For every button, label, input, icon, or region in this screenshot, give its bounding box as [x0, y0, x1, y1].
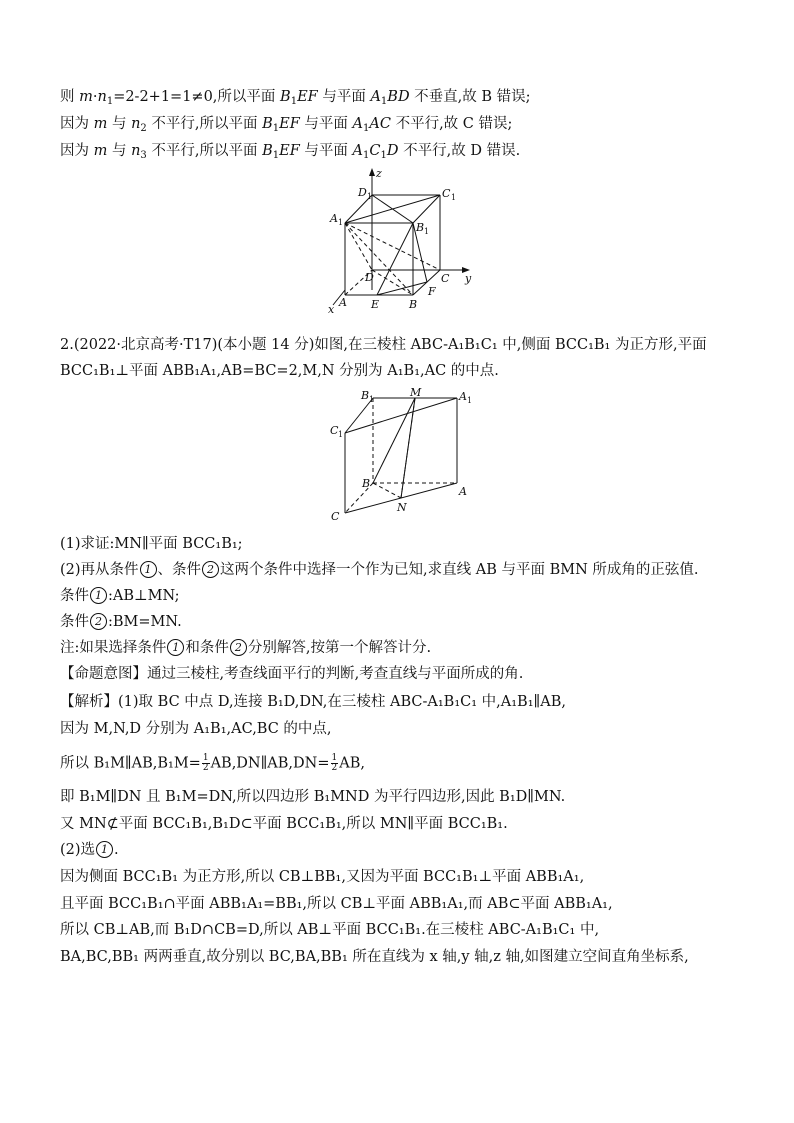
text: 即 B₁M∥DN 且 B₁M=DN,所以四边形 B₁MND 为平行四边形,因此 B₁D∥MN. [60, 789, 566, 805]
label-c: C [441, 272, 450, 285]
text: 所以 CB⊥AB,而 B₁D∩CB=D,所以 AB⊥平面 BCC₁B₁.在三棱柱 ABC-A₁B₁C₁ 中, [60, 922, 600, 938]
question-2-line-2 [60, 362, 499, 380]
circled-number: 2 [90, 613, 107, 630]
solution-2 [60, 720, 332, 738]
circled-number: 1 [96, 841, 113, 858]
solution-4 [60, 788, 565, 806]
fraction-half [202, 754, 210, 773]
numerator: 1 [331, 753, 338, 763]
text: A [370, 89, 381, 105]
solution-5 [60, 815, 508, 833]
question-2-line-1 [60, 336, 707, 354]
label-a1-sub: 1 [467, 396, 473, 405]
text: 分别解答,按第一个解答计分. [247, 640, 432, 656]
text: 因为 [60, 143, 94, 159]
text: 因为 M,N,D 分别为 A₁B₁,AC,BC 的中点, [60, 721, 332, 737]
text: . [114, 842, 119, 858]
text: A [352, 143, 364, 159]
text: 注:如果选择条件 [60, 640, 167, 656]
text: BCC₁B₁⊥平面 ABB₁A₁,AB=BC=2,M,N 分别为 A₁B₁,AC 的中点. [60, 363, 499, 379]
text: EF [279, 143, 300, 159]
label-a: A [339, 296, 347, 309]
text: 与平面 [299, 116, 353, 132]
circled-number: 1 [140, 561, 157, 578]
intent [60, 665, 523, 683]
line-2 [60, 115, 512, 133]
text: 2.(2022·北京高考·T17)(本小题 14 分)如图,在三棱柱 ABC-A₁B₁C₁ 中,侧面 BCC₁B₁ 为正方形,平面 [60, 337, 707, 353]
text: 条件 [60, 614, 89, 630]
circled-number: 1 [167, 639, 184, 656]
text: 与 [107, 116, 132, 132]
subscript: 1 [380, 150, 387, 161]
text: 与平面 [317, 89, 371, 105]
text: (1)求证:MN∥平面 BCC₁B₁; [60, 536, 243, 552]
text: :AB⊥MN; [108, 588, 180, 604]
text: 则 [60, 89, 80, 105]
text: D [386, 143, 399, 159]
label-a1: A [330, 212, 338, 225]
text: EF [297, 89, 318, 105]
solution-8 [60, 895, 613, 913]
label-b1-sub: 1 [424, 227, 430, 236]
label-a: A [459, 485, 467, 498]
text: AC [369, 116, 391, 132]
label-c1-sub: 1 [451, 193, 457, 202]
text: · [92, 89, 98, 105]
text: m [93, 116, 108, 132]
subscript: 2 [140, 123, 147, 134]
subscript: 1 [272, 150, 280, 161]
text: m [93, 143, 108, 159]
subscript: 1 [363, 150, 370, 161]
subscript: 1 [272, 123, 280, 134]
numerator: 1 [202, 753, 209, 763]
text: BA,BC,BB₁ 两两垂直,故分别以 BC,BA,BB₁ 所在直线为 x 轴,y 轴,z 轴,如图建立空间直角坐标系, [60, 949, 689, 965]
text: AB,DN∥AB,DN= [210, 755, 330, 772]
text: 与 [107, 143, 132, 159]
text: 条件 [60, 588, 89, 604]
label-c1-sub: 1 [338, 430, 344, 439]
text: n [131, 143, 141, 159]
circled-number: 2 [202, 561, 219, 578]
note [60, 639, 431, 657]
text: :BM=MN. [108, 614, 182, 630]
label-e: E [371, 298, 380, 311]
label-b1: B [361, 389, 370, 402]
prism-figure [325, 388, 485, 523]
label-c1: C [442, 187, 451, 200]
circled-number: 2 [230, 639, 247, 656]
label-m: M [410, 388, 422, 399]
label-d1-sub: 1 [367, 192, 373, 201]
text: n [131, 116, 141, 132]
text: 又 MN⊄平面 BCC₁B₁,B₁D⊂平面 BCC₁B₁,所以 MN∥平面 BCC₁B₁. [60, 816, 508, 832]
seg-b1e [377, 223, 413, 295]
z-arrow [369, 168, 375, 176]
label-c: C [331, 510, 340, 523]
text: 且平面 BCC₁B₁∩平面 ABB₁A₁=BB₁,所以 CB⊥平面 ABB₁A₁,而 AB⊂平面 ABB₁A₁, [60, 896, 613, 912]
text: EF [279, 116, 300, 132]
solution-1 [60, 693, 566, 711]
label-x: x [328, 303, 335, 315]
cube-figure [325, 165, 485, 315]
part-2 [60, 561, 699, 579]
seg-d1b1 [372, 195, 413, 223]
condition-2 [60, 613, 182, 631]
label-a1-sub: 1 [338, 218, 344, 227]
text: 这两个条件中选择一个作为已知,求直线 AB 与平面 BMN 所成角的正弦值. [220, 562, 699, 578]
solution-6 [60, 841, 119, 859]
text: 和条件 [185, 640, 229, 656]
label-z: z [376, 167, 382, 180]
text: 不垂直,故 B 错误; [409, 89, 531, 105]
line-3 [60, 142, 520, 160]
text: 不平行,所以平面 [146, 116, 263, 132]
text: 因为侧面 BCC₁B₁ 为正方形,所以 CB⊥BB₁,又因为平面 BCC₁B₁⊥平面 ABB₁A₁, [60, 869, 585, 885]
label-d1: D [358, 186, 367, 199]
text: 【命题意图】通过三棱柱,考查线面平行的判断,考查直线与平面所成的角. [60, 666, 524, 682]
label-b1: B [416, 221, 425, 234]
text: 与平面 [299, 143, 353, 159]
denominator: 2 [331, 763, 338, 773]
label-a1: A [459, 390, 467, 403]
text: =2-2+1=1≠0,所以平面 [113, 89, 281, 105]
text: (2)选 [60, 842, 96, 858]
text: A [352, 116, 364, 132]
text: AB, [339, 755, 365, 772]
label-b: B [409, 298, 418, 311]
denominator: 2 [202, 763, 209, 773]
label-c1: C [330, 424, 339, 437]
circled-number: 1 [90, 587, 107, 604]
text: (2)再从条件 [60, 562, 139, 578]
seg-a1b [345, 223, 413, 295]
label-d: D [365, 271, 374, 284]
text: B [280, 89, 291, 105]
text: C [369, 143, 381, 159]
solution-7 [60, 868, 584, 886]
subscript: 1 [106, 96, 114, 107]
condition-1 [60, 587, 180, 605]
solution-9 [60, 921, 599, 939]
text: B [262, 116, 273, 132]
text: m [79, 89, 93, 105]
label-f: F [428, 285, 436, 298]
line-1 [60, 88, 531, 106]
subscript: 1 [380, 96, 388, 107]
text: 【解析】(1)取 BC 中点 D,连接 B₁D,DN,在三棱柱 ABC-A₁B₁C₁ 中,A₁B₁∥AB, [60, 694, 566, 710]
label-n: N [397, 501, 407, 514]
text: BD [387, 89, 410, 105]
edge-c1a1 [345, 398, 457, 433]
label-y: y [465, 272, 472, 285]
text: B [262, 143, 273, 159]
text: 因为 [60, 116, 94, 132]
text: 所以 B₁M∥AB,B₁M= [60, 755, 201, 772]
fraction-half [331, 754, 339, 773]
text: 不平行,故 D 错误. [398, 143, 521, 159]
text: 不平行,所以平面 [146, 143, 263, 159]
part-1 [60, 535, 243, 553]
subscript: 1 [363, 123, 370, 134]
text: n [97, 89, 107, 105]
label-b1-sub: 1 [369, 395, 375, 404]
text: 不平行,故 C 错误; [390, 116, 513, 132]
subscript: 1 [290, 96, 298, 107]
label-b: B [362, 477, 371, 490]
seg-bn [373, 483, 401, 498]
text: 、条件 [157, 562, 202, 578]
subscript: 3 [140, 150, 147, 161]
solution-10 [60, 948, 689, 966]
solution-3 [60, 754, 365, 773]
